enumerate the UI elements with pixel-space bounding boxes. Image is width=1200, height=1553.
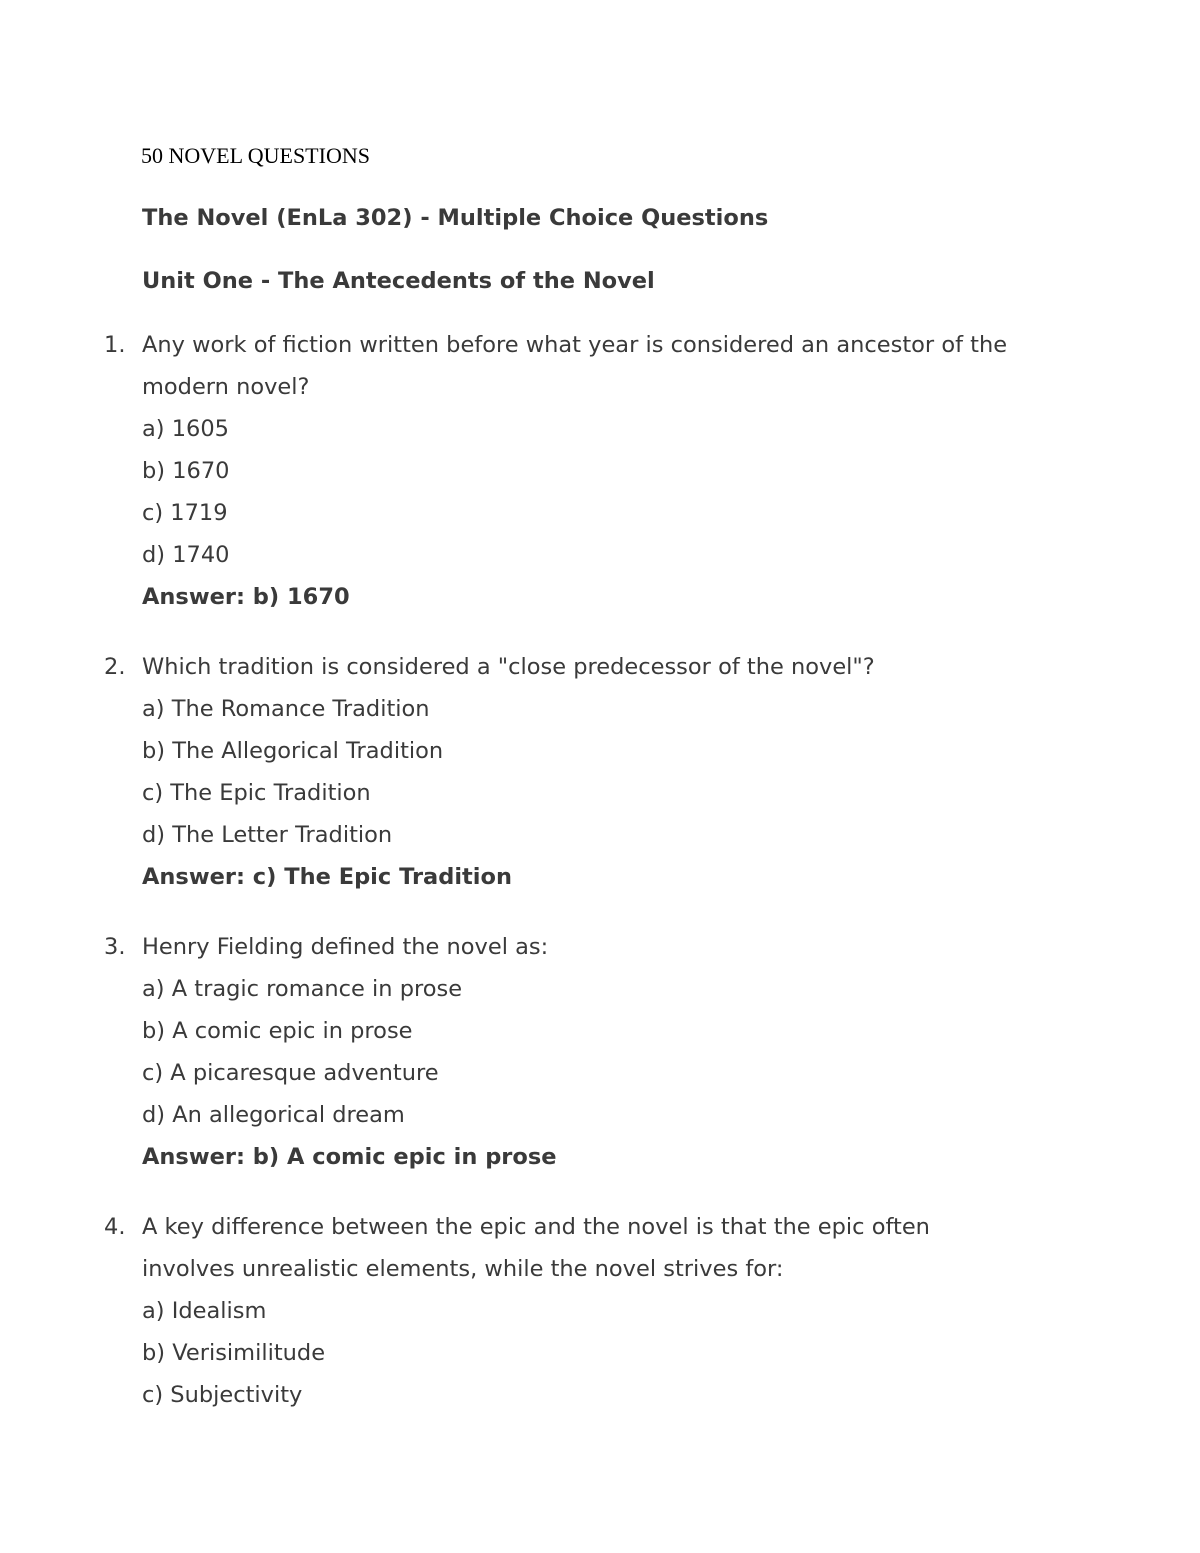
question-number: 3.: [104, 934, 126, 960]
question-4: [104, 1206, 1104, 1416]
question-2: [104, 646, 1104, 898]
option-d: d) 1740: [142, 542, 230, 568]
question-line: [104, 1206, 1104, 1248]
answer: Answer: c) The Epic Tradition: [142, 864, 512, 890]
question-number: 4.: [104, 1214, 126, 1240]
option-b: b) 1670: [142, 458, 230, 484]
option-b: b) The Allegorical Tradition: [142, 738, 444, 764]
option-c: c) A picaresque adventure: [142, 1060, 439, 1086]
option-a: a) 1605: [142, 416, 229, 442]
option-a: a) A tragic romance in prose: [142, 976, 463, 1002]
question-line: [104, 646, 1104, 688]
option-b: b) A comic epic in prose: [142, 1018, 413, 1044]
option-a: a) Idealism: [142, 1298, 267, 1324]
question-line: [104, 324, 1104, 366]
course-title: The Novel (EnLa 302) - Multiple Choice Questions: [142, 205, 769, 231]
unit-title: Unit One - The Antecedents of the Novel: [142, 268, 655, 294]
option-c: c) 1719: [142, 500, 228, 526]
question-text-continued: involves unrealistic elements, while the novel strives for:: [142, 1256, 784, 1282]
question-text: Any work of fiction written before what year is considered an ancestor of the: [142, 332, 1008, 358]
document-title: 50 NOVEL QUESTIONS: [141, 143, 370, 168]
question-1: [104, 324, 1104, 618]
question-text: A key difference between the epic and the novel is that the epic often: [142, 1214, 930, 1240]
option-a: a) The Romance Tradition: [142, 696, 430, 722]
answer: Answer: b) 1670: [142, 584, 350, 610]
question-text: Henry Fielding defined the novel as:: [142, 934, 549, 960]
question-number: 1.: [104, 332, 126, 358]
question-text-continued: modern novel?: [142, 374, 310, 400]
option-d: d) The Letter Tradition: [142, 822, 393, 848]
answer: Answer: b) A comic epic in prose: [142, 1144, 557, 1170]
option-d: d) An allegorical dream: [142, 1102, 405, 1128]
option-c: c) The Epic Tradition: [142, 780, 371, 806]
option-c: c) Subjectivity: [142, 1382, 303, 1408]
option-b: b) Verisimilitude: [142, 1340, 326, 1366]
question-3: [104, 926, 1104, 1178]
question-text: Which tradition is considered a "close predecessor of the novel"?: [142, 654, 875, 680]
question-line: [104, 926, 1104, 968]
question-number: 2.: [104, 654, 126, 680]
